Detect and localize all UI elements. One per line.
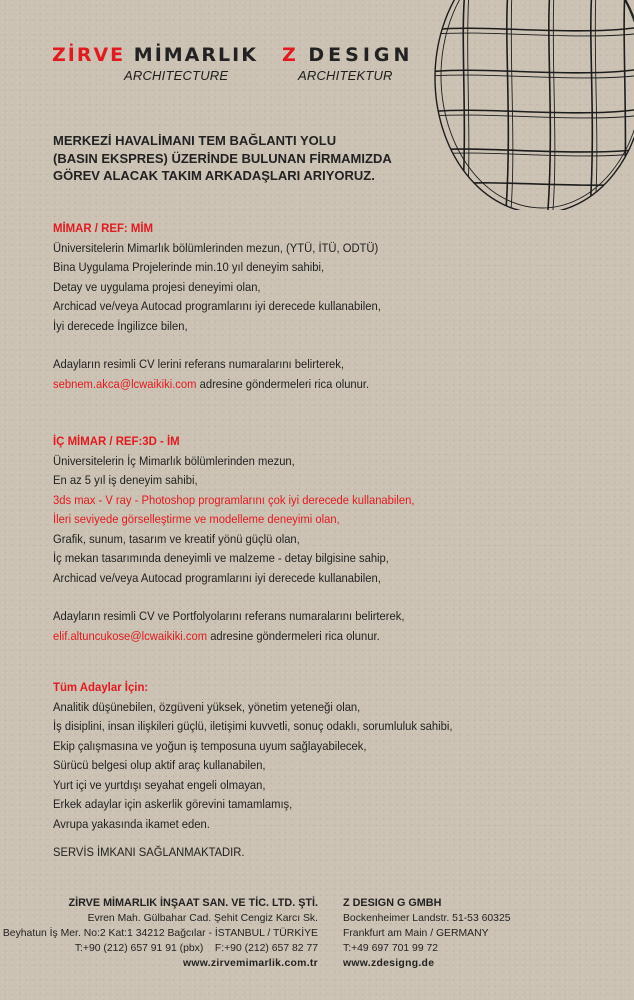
footer-address: Bockenheimer Landstr. 51-53 60325 [343,913,511,924]
requirement-line: İç mekan tasarımında deneyimli ve malzeme - detay bilgisine sahip, [53,551,389,565]
zirve-logo-sub: ARCHITECTURE [124,68,229,83]
closing-note: SERVİS İMKANI SAĞLANMAKTADIR. [53,845,245,859]
footer-zdesign [343,896,511,971]
requirement-line: Analitik düşünebilen, özgüveni yüksek, yönetim yeteneği olan, [53,699,361,714]
apply-tail: adresine göndermeleri rica olunur. [207,628,380,643]
email-link[interactable]: elif.altuncukose@lcwaikiki.com [53,628,208,643]
zdesign-logo-sub: ARCHITEKTUR [298,68,393,83]
requirement-line: Grafik, sunum, tasarım ve kreatif yönü güçlü olan, [53,531,300,546]
apply-text: Adayların resimli CV lerini referans numaralarını belirterek, [53,357,345,371]
footer-address: Beyhatun İş Mer. No:2 Kat:1 34212 Bağcılar - İSTANBUL / TÜRKİYE [2,928,318,939]
sketch-globe-icon [420,0,634,210]
requirement-line: Sürücü belgesi olup aktif araç kullanabilen, [53,758,266,772]
requirement-line: Yurt içi ve yurtdışı seyahat engeli olmayan, [53,777,266,792]
footer-website[interactable]: www.zirvemimarlik.com.tr [182,958,318,969]
headline-line: GÖREV ALACAK TAKIM ARKADAŞLARI ARIYORUZ. [53,168,375,183]
section-title: İÇ MİMAR / REF:3D - İM [53,434,180,448]
requirement-line: Ekip çalışmasına ve yoğun iş temposuna uyum sağlayabilecek, [53,738,367,753]
zirve-logo-black: MİMARLIK [133,44,258,66]
section-architect [53,219,381,394]
footer-address: Frankfurt am Main / GERMANY [343,928,489,939]
requirement-line: Erkek adaylar için askerlik görevini tamamlamış, [53,797,293,811]
footer-phone: T:+90 (212) 657 91 91 (pbx) F:+90 (212) 657 82 77 [74,943,318,954]
requirement-line: Bina Uygulama Projelerinde min.10 yıl deneyim sahibi, [53,260,325,274]
apply-email-line [53,627,414,647]
requirement-line: Detay ve uygulama projesi deneyimi olan, [53,279,261,294]
section-all-candidates [53,678,452,863]
requirement-line: Archicad ve/veya Autocad programlarını iyi derecede kullanabilen, [53,299,381,313]
headline-line: (BASIN EKSPRES) ÜZERİNDE BULUNAN FİRMAMIZDA [53,150,392,166]
section-title: Tüm Adaylar İçin: [53,680,149,694]
email-link[interactable]: sebnem.akca@lcwaikiki.com [53,376,197,391]
section-interior-architect [53,432,414,646]
headline [53,132,392,185]
footer-address: Evren Mah. Gülbahar Cad. Şehit Cengiz Karcı Sk. [87,913,318,924]
section-title: MİMAR / REF: MİM [53,221,154,235]
zirve-logo [52,44,258,66]
requirement-line: Archicad ve/veya Autocad programlarını iyi derecede kullanabilen, [53,570,381,585]
apply-tail: adresine göndermeleri rica olunur. [196,376,370,391]
requirement-line: İş disiplini, insan ilişkileri güçlü, iletişimi kuvvetli, sonuç odaklı, sorumluluk sahibi, [53,719,453,733]
footer-company-name: ZİRVE MİMARLIK İNŞAAT SAN. VE TİC. LTD. ŞTİ. [68,897,318,909]
footer-zirve [3,896,318,971]
requirement-line: En az 5 yıl iş deneyim sahibi, [53,473,198,487]
requirement-line: Avrupa yakasında ikamet eden. [53,816,210,831]
headline-line: MERKEZİ HAVALİMANI TEM BAĞLANTI YOLU [53,133,337,148]
requirement-line: İyi derecede İngilizce bilen, [53,318,188,333]
requirement-line: Üniversitelerin İç Mimarlık bölümlerinden mezun, [53,453,295,468]
apply-text: Adayların resimli CV ve Portfolyolarını referans numaralarını belirterek, [53,609,405,623]
zdesign-logo-red: Z [282,44,299,66]
requirement-line: Üniversitelerin Mimarlık bölümlerinden mezun, (YTÜ, İTÜ, ODTÜ) [53,240,379,255]
footer-company-name: Z DESIGN G GMBH [343,897,442,909]
footer-website[interactable]: www.zdesigng.de [343,958,435,969]
zdesign-logo [282,44,413,66]
apply-email-line [53,375,381,395]
zirve-logo-red: ZİRVE [52,44,126,66]
requirement-line-highlight: İleri seviyede görselleştirme ve modelleme deneyimi olan, [53,512,340,526]
zdesign-logo-black: DESIGN [308,44,414,66]
footer-phone: T:+49 697 701 99 72 [343,943,439,954]
requirement-line-highlight: 3ds max - V ray - Photoshop programlarını çok iyi derecede kullanabilen, [53,492,415,507]
